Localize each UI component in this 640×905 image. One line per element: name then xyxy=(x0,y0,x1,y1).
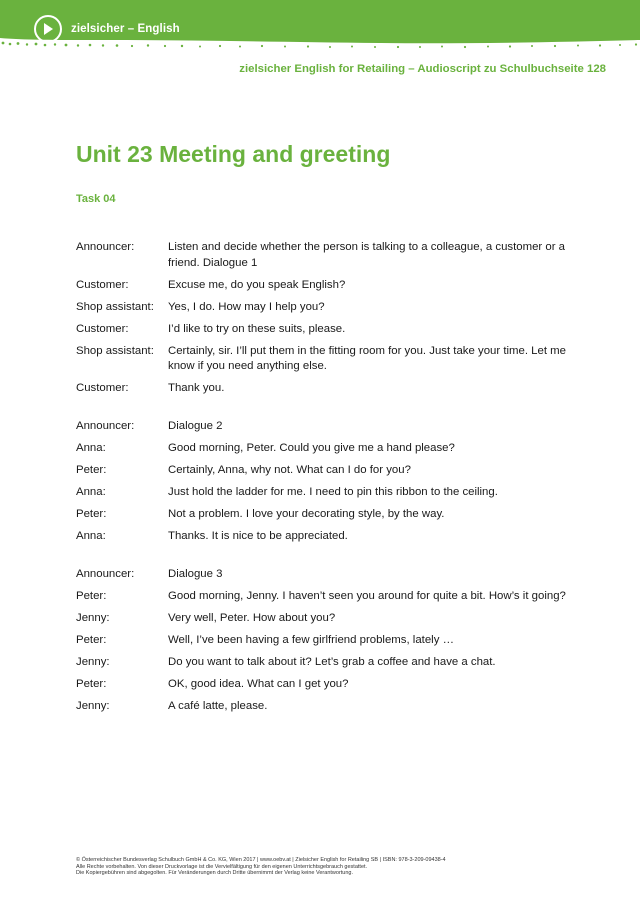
dialogue-line xyxy=(76,240,566,271)
dialogue-block xyxy=(76,240,566,397)
footer-line: Alle Rechte vorbehalten. Von dieser Druckvorlage ist die Vervielfältigung für den eigenen Unterrichtsgebrauch gestattet. xyxy=(76,863,368,870)
speaker-label: Customer: xyxy=(76,382,129,395)
dialogue-line xyxy=(76,300,566,316)
task-label: Task 04 xyxy=(76,193,116,205)
spoken-text: Do you want to talk about it? Let’s grab a coffee and have a chat. xyxy=(168,655,496,668)
play-icon xyxy=(34,15,62,43)
speaker-label: Anna: xyxy=(76,442,106,455)
document-header: zielsicher English for Retailing – Audioscript zu Schulbuchseite 128 xyxy=(239,63,606,75)
speaker-label: Jenny: xyxy=(76,611,110,624)
dialogue-line xyxy=(76,611,566,627)
speaker-label: Peter: xyxy=(76,633,107,646)
spoken-text: A café latte, please. xyxy=(168,699,268,712)
speaker-label: Peter: xyxy=(76,589,107,602)
dialogue-block xyxy=(76,419,566,545)
speaker-label: Announcer: xyxy=(76,568,135,580)
spoken-text: Certainly, sir. I’ll put them in the fitting room for you. Just take your time. Let me know if you need anything else. xyxy=(168,344,566,373)
speaker-label: Jenny: xyxy=(76,699,110,712)
unit-title: Unit 23 Meeting and greeting xyxy=(76,141,391,167)
dialogue-line xyxy=(76,529,566,545)
speaker-label: Shop assistant: xyxy=(76,344,154,357)
spoken-text: Dialogue 3 xyxy=(168,568,223,580)
dialogue-line xyxy=(76,322,566,338)
spoken-text: Well, I’ve been having a few girlfriend problems, lately … xyxy=(168,633,454,646)
dialogue-block xyxy=(76,567,566,715)
speaker-label: Shop assistant: xyxy=(76,300,154,313)
spoken-text: Yes, I do. How may I help you? xyxy=(168,300,325,313)
dialogue-line xyxy=(76,507,566,523)
dialogue-line xyxy=(76,441,566,457)
dialogue-line xyxy=(76,344,566,375)
spoken-text: OK, good idea. What can I get you? xyxy=(168,677,349,690)
spoken-text: I’d like to try on these suits, please. xyxy=(168,322,346,335)
brand-logo xyxy=(34,14,180,44)
dialogue-line xyxy=(76,633,566,649)
audioscript xyxy=(76,240,566,721)
dialogue-line xyxy=(76,485,566,501)
dialogue-line xyxy=(76,463,566,479)
spoken-text: Just hold the ladder for me. I need to pin this ribbon to the ceiling. xyxy=(168,486,498,499)
spoken-text: Excuse me, do you speak English? xyxy=(168,278,346,291)
dialogue-line xyxy=(76,278,566,294)
footer-line: Die Kopiergebühren sind abgegolten. Für Veränderungen durch Dritte übernimmt der Verlag keine Verantwortung. xyxy=(76,870,354,877)
spoken-text: Not a problem. I love your decorating style, by the way. xyxy=(168,508,445,521)
dialogue-line xyxy=(76,381,566,397)
spoken-text: Listen and decide whether the person is talking to a colleague, a customer or a friend. Dialogue 1 xyxy=(168,241,566,269)
speaker-label: Jenny: xyxy=(76,655,110,668)
speaker-label: Peter: xyxy=(76,677,107,690)
spoken-text: Certainly, Anna, why not. What can I do for you? xyxy=(168,464,411,477)
dialogue-line xyxy=(76,699,566,715)
speaker-label: Announcer: xyxy=(76,420,135,433)
spoken-text: Thanks. It is nice to be appreciated. xyxy=(168,530,348,543)
dialogue-separator xyxy=(76,551,566,567)
speaker-label: Announcer: xyxy=(76,241,135,253)
copyright-footer xyxy=(76,857,446,877)
speaker-label: Customer: xyxy=(76,278,129,291)
spoken-text: Very well, Peter. How about you? xyxy=(168,611,336,624)
speaker-label: Peter: xyxy=(76,508,107,521)
dialogue-separator xyxy=(76,403,566,419)
dialogue-line xyxy=(76,567,566,583)
speaker-label: Peter: xyxy=(76,464,107,477)
dialogue-line xyxy=(76,589,566,605)
dialogue-line xyxy=(76,419,566,435)
logo-text: zielsicher – English xyxy=(71,23,180,35)
speaker-label: Anna: xyxy=(76,486,106,499)
speaker-label: Customer: xyxy=(76,322,129,335)
dialogue-line xyxy=(76,655,566,671)
speaker-label: Anna: xyxy=(76,530,106,543)
spoken-text: Dialogue 2 xyxy=(168,420,223,433)
spoken-text: Thank you. xyxy=(168,382,225,395)
dialogue-line xyxy=(76,677,566,693)
footer-line: © Österreichischer Bundesverlag Schulbuch GmbH & Co. KG, Wien 2017 | www.oebv.at | Zielsicher English for Retailing SB | ISBN: 978-3-209-09438-4 xyxy=(76,857,446,863)
spoken-text: Good morning, Jenny. I haven’t seen you around for quite a bit. How’s it going? xyxy=(168,589,566,602)
spoken-text: Good morning, Peter. Could you give me a hand please? xyxy=(168,442,455,455)
